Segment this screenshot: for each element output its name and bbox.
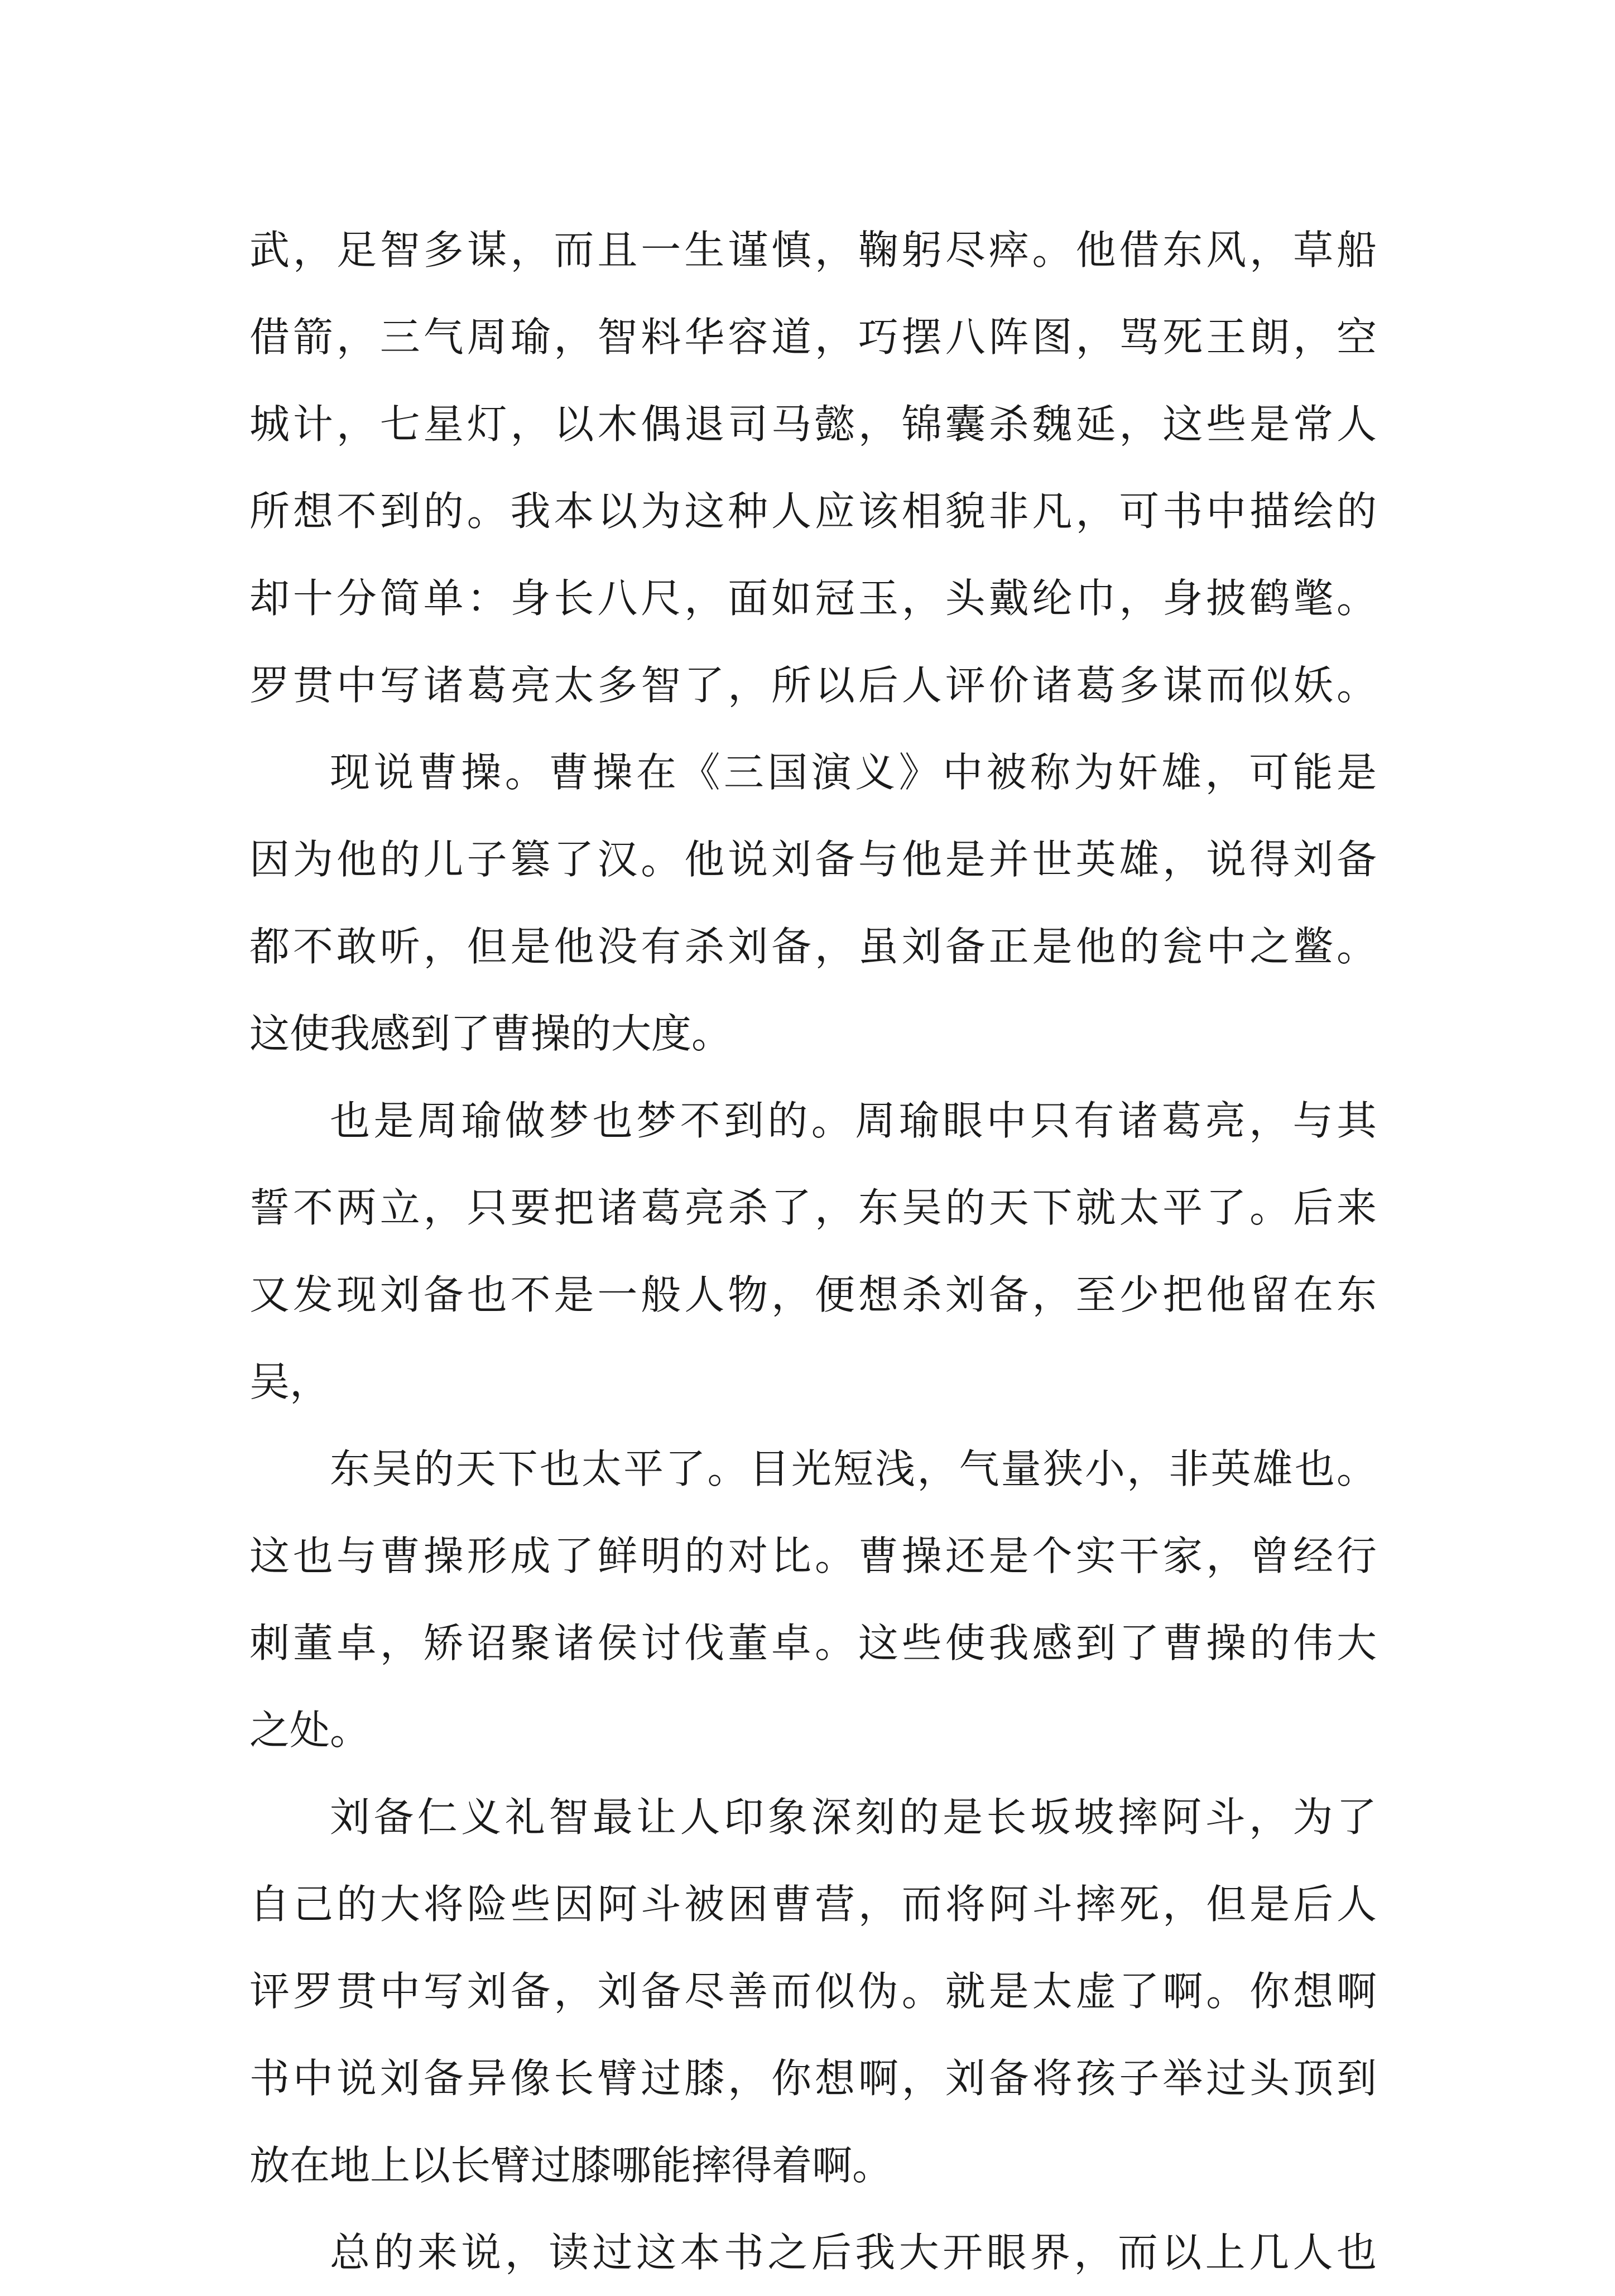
paragraph-4-line-1: 东吴的天下也太平了。目光短浅，气量狭小，非英雄也。 (330, 1445, 1377, 1492)
paragraph-1-line-6: 罗贯中写诸葛亮太多智了，所以后人评价诸葛多谋而似妖。 (249, 662, 1377, 709)
paragraph-5-line-3: 评罗贯中写刘备，刘备尽善而似伪。就是太虚了啊。你想啊 (249, 1968, 1377, 2015)
paragraph-6-line-1: 总的来说，读过这本书之后我大开眼界，而以上几人也 (330, 2229, 1377, 2276)
paragraph-2-line-3: 都不敢听，但是他没有杀刘备，虽刘备正是他的瓮中之鳖。 (249, 923, 1377, 970)
paragraph-3-line-3: 又发现刘备也不是一般人物，便想杀刘备，至少把他留在东 (249, 1271, 1377, 1318)
document-body (249, 206, 1377, 2296)
paragraph-2-line-2: 因为他的儿子篡了汉。他说刘备与他是并世英雄，说得刘备 (249, 836, 1377, 883)
paragraph-1-line-5: 却十分简单：身长八尺，面如冠玉，头戴纶巾，身披鹤氅。 (249, 575, 1377, 622)
paragraph-5-line-5: 放在地上以长臂过膝哪能摔得着啊。 (249, 2142, 893, 2189)
paragraph-1-line-1: 武，足智多谋，而且一生谨慎，鞠躬尽瘁。他借东风，草船 (249, 227, 1377, 273)
paragraph-4-line-2: 这也与曹操形成了鲜明的对比。曹操还是个实干家，曾经行 (249, 1533, 1377, 1579)
paragraph-3-line-2: 誓不两立，只要把诸葛亮杀了，东吴的天下就太平了。后来 (249, 1184, 1377, 1231)
paragraph-1-line-3: 城计，七星灯，以木偶退司马懿，锦囊杀魏延，这些是常人 (249, 401, 1377, 448)
paragraph-5-line-1: 刘备仁义礼智最让人印象深刻的是长坂坡摔阿斗，为了 (330, 1794, 1377, 1841)
paragraph-5-line-4: 书中说刘备异像长臂过膝，你想啊，刘备将孩子举过头顶到 (249, 2055, 1377, 2102)
paragraph-3-line-4: 吴， (249, 1358, 330, 1405)
paragraph-1-line-2: 借箭，三气周瑜，智料华容道，巧摆八阵图，骂死王朗，空 (249, 314, 1377, 361)
paragraph-1-line-4: 所想不到的。我本以为这种人应该相貌非凡，可书中描绘的 (249, 488, 1377, 535)
paragraph-5-line-2: 自己的大将险些因阿斗被困曹营，而将阿斗摔死，但是后人 (249, 1881, 1377, 1928)
paragraph-4-line-3: 刺董卓，矫诏聚诸侯讨伐董卓。这些使我感到了曹操的伟大 (249, 1620, 1377, 1666)
paragraph-4-line-4: 之处。 (249, 1707, 371, 1754)
paragraph-2-line-1: 现说曹操。曹操在《三国演义》中被称为奸雄，可能是 (330, 749, 1377, 796)
paragraph-3-line-1: 也是周瑜做梦也梦不到的。周瑜眼中只有诸葛亮，与其 (330, 1097, 1377, 1144)
paragraph-2-line-4: 这使我感到了曹操的大度。 (249, 1010, 732, 1057)
